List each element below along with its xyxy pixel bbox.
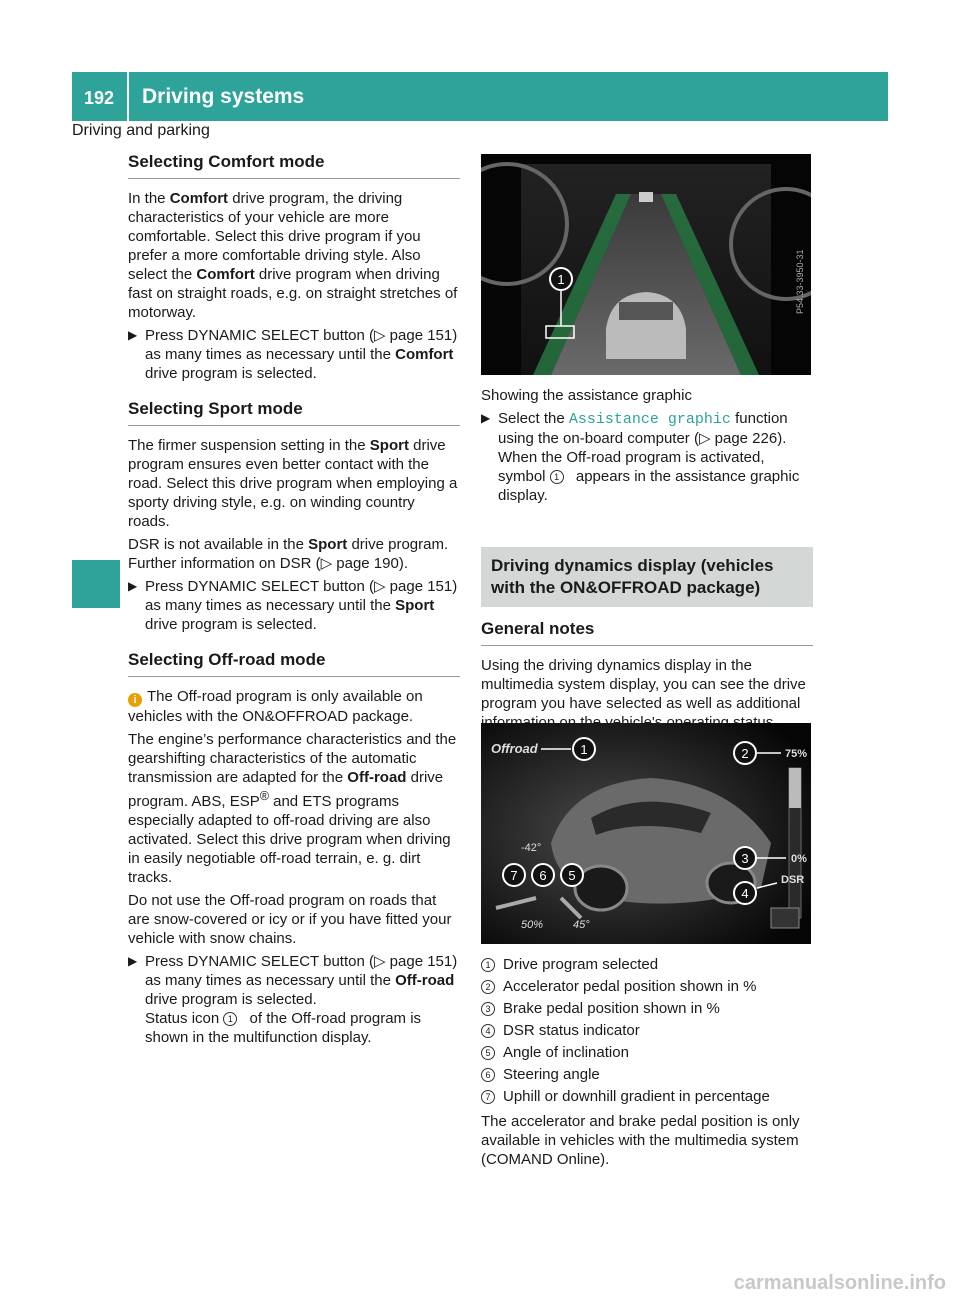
heading-general-notes: General notes bbox=[481, 619, 813, 646]
step-arrow-icon: ▶ bbox=[128, 954, 138, 968]
legend-text: Accelerator pedal position shown in % bbox=[503, 978, 757, 995]
side-tab-label: Driving and parking bbox=[72, 122, 210, 139]
callout-number: 3 bbox=[481, 1002, 495, 1016]
legend-item bbox=[481, 1021, 813, 1040]
svg-text:50%: 50% bbox=[521, 919, 544, 931]
left-column bbox=[128, 152, 460, 1051]
svg-text:45°: 45° bbox=[573, 919, 590, 931]
offroad-paragraph-1: The engine’s performance characteristics and the gearshifting characteristics of the automatic transmission are adapted for the Off-road drive program. ABS, ESP® and ETS programs especially adapted to off-road driving are also activated. Select this drive program when driving in easily negotiable off-road terrain, e. g. dirt tracks. bbox=[128, 731, 457, 886]
legend-item bbox=[481, 955, 813, 974]
comfort-step: ▶ Press DYNAMIC SELECT button (▷ page 151) as many times as necessary until the Comfort drive program is selected. bbox=[128, 327, 458, 382]
heading-sport: Selecting Sport mode bbox=[128, 399, 460, 426]
svg-text:75%: 75% bbox=[785, 748, 808, 760]
legend-text: Brake pedal position shown in % bbox=[503, 1000, 720, 1017]
page-header bbox=[72, 72, 888, 121]
page-number: 192 bbox=[84, 88, 115, 108]
legend-item bbox=[481, 1065, 813, 1084]
info-icon: i bbox=[128, 693, 142, 707]
right-column bbox=[481, 386, 813, 736]
sport-paragraph-2: DSR is not available in the Sport drive program. Further information on DSR (▷ page 190). bbox=[128, 536, 449, 572]
svg-text:6: 6 bbox=[539, 868, 547, 883]
legend-item bbox=[481, 1043, 813, 1062]
assistance-graphic-illustration bbox=[481, 154, 811, 375]
assistance-step: ▶ Select the Assistance graphic function using the on-board computer (▷ page 226). When the Off-road program is activated, symbol 1 appears in the assistance graphic display. bbox=[481, 410, 800, 504]
legend-text: Drive program selected bbox=[503, 956, 659, 973]
svg-text:2: 2 bbox=[741, 746, 749, 761]
general-notes-paragraph: Using the driving dynamics display in the multimedia system display, you can see the drive program you have selected as well as additional bbox=[481, 657, 806, 712]
offroad-step: ▶ Press DYNAMIC SELECT button (▷ page 151) as many times as necessary until the Off-road drive program is selected. Status icon 1 of the Off-road program is shown in the multifunction display. bbox=[128, 953, 458, 1046]
driving-dynamics-illustration bbox=[481, 723, 811, 944]
svg-text:P54.33-3950-31: P54.33-3950-31 bbox=[795, 249, 805, 314]
callout-number: 2 bbox=[481, 980, 495, 994]
step-arrow-icon: ▶ bbox=[128, 328, 138, 342]
step-arrow-icon: ▶ bbox=[128, 579, 138, 593]
svg-text:4: 4 bbox=[741, 886, 749, 901]
header-divider bbox=[127, 72, 129, 121]
svg-text:DSR: DSR bbox=[781, 874, 805, 886]
comfort-paragraph: In the Comfort drive program, the driving characteristics of your vehicle are more comfortable. Select this drive program if you prefer a more comfortable driving style. Also select the Comfort drive program when driving fast on straight roads, e.g. on straight stretches of motorway. bbox=[128, 190, 458, 321]
callout-number: 4 bbox=[481, 1024, 495, 1038]
legend-list bbox=[481, 955, 813, 1106]
header-title: Driving systems bbox=[142, 85, 305, 108]
offroad-note: i The Off-road program is only available on vehicles with the ON&OFFROAD package. bbox=[128, 688, 423, 725]
sport-paragraph-1: The firmer suspension setting in the Sport drive program ensures even better contact with the road. Select this drive program when employing a sporty driving style, e.g. on winding country roads. bbox=[128, 437, 458, 530]
legend-item bbox=[481, 1087, 813, 1106]
side-tab bbox=[72, 122, 120, 1122]
callout-number: 6 bbox=[481, 1068, 495, 1082]
heading-driving-dynamics: Driving dynamics display (vehicles with the ON&OFFROAD package) bbox=[481, 547, 813, 607]
svg-text:0%: 0% bbox=[791, 853, 807, 865]
side-tab-marker bbox=[72, 560, 120, 608]
legend-text: DSR status indicator bbox=[503, 1022, 640, 1039]
offroad-paragraph-2: Do not use the Off-road program on roads that are snow-covered or icy or if you have fitted your vehicle with snow chains. bbox=[128, 892, 452, 947]
callout-number: 7 bbox=[481, 1090, 495, 1104]
svg-text:7: 7 bbox=[510, 868, 518, 883]
sport-step: ▶ Press DYNAMIC SELECT button (▷ page 151) as many times as necessary until the Sport drive program is selected. bbox=[128, 578, 458, 633]
driving-dynamics-image bbox=[481, 723, 811, 944]
svg-text:5: 5 bbox=[568, 868, 576, 883]
assistance-graphic-image bbox=[481, 154, 811, 375]
svg-text:1: 1 bbox=[580, 742, 588, 757]
final-paragraph: The accelerator and brake pedal position is only available in vehicles with the multimedia system (COMAND Online). bbox=[481, 1113, 800, 1168]
legend-text: Angle of inclination bbox=[503, 1044, 629, 1061]
caption-assistance-graphic: Showing the assistance graphic bbox=[481, 387, 692, 404]
svg-text:3: 3 bbox=[741, 851, 749, 866]
step-arrow-icon: ▶ bbox=[481, 411, 491, 425]
callout-number: 1 bbox=[481, 958, 495, 972]
legend-item bbox=[481, 999, 813, 1018]
legend-column bbox=[481, 952, 813, 1173]
svg-text:Offroad: Offroad bbox=[491, 741, 538, 756]
heading-offroad: Selecting Off-road mode bbox=[128, 650, 460, 677]
legend-text: Uphill or downhill gradient in percentage bbox=[503, 1088, 770, 1105]
callout-number: 5 bbox=[481, 1046, 495, 1060]
callout-number: 1 bbox=[223, 1012, 237, 1026]
watermark: carmanualsonline.info bbox=[733, 1272, 946, 1294]
svg-text:1: 1 bbox=[557, 272, 565, 287]
callout-number: 1 bbox=[550, 470, 564, 484]
legend-item bbox=[481, 977, 813, 996]
heading-comfort: Selecting Comfort mode bbox=[128, 152, 460, 179]
legend-text: Steering angle bbox=[503, 1066, 600, 1083]
svg-text:-42°: -42° bbox=[521, 842, 542, 854]
